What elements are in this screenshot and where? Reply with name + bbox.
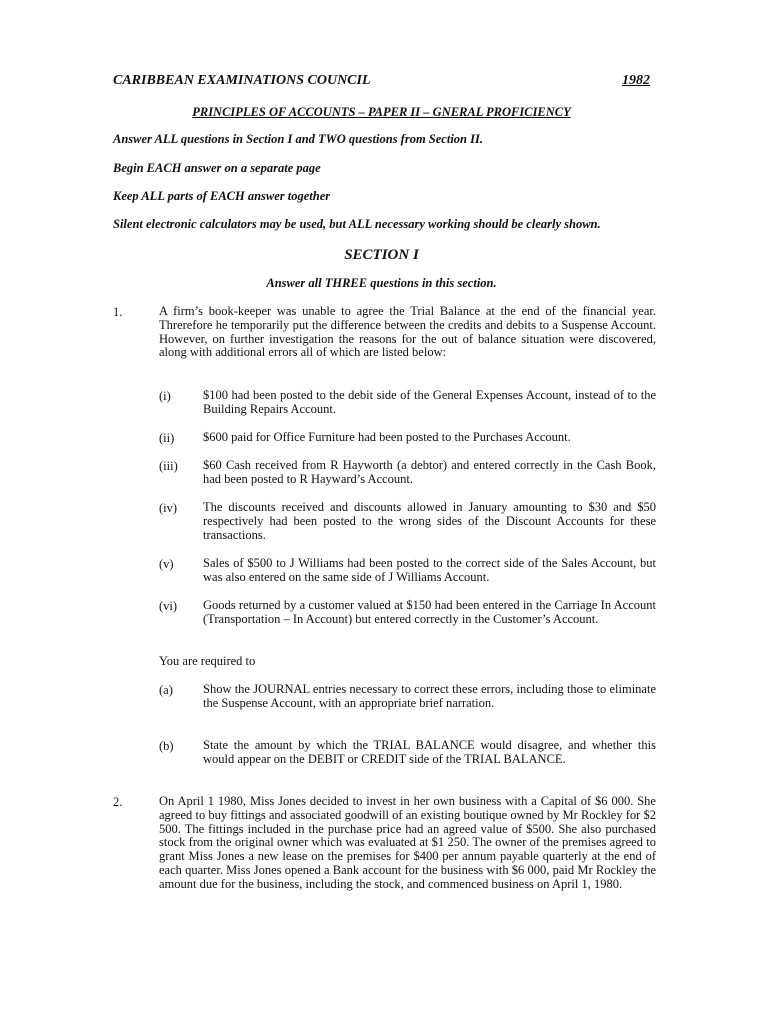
item-text: The discounts received and discounts allowed in January amounting to $30 and $50 respectively had been posted to the wrong sides of the Discount Accounts for these transactions. xyxy=(203,500,656,542)
instruction-2: Begin EACH answer on a separate page xyxy=(113,161,321,175)
item-text: Sales of $500 to J Williams had been posted to the correct side of the Sales Account, but was also entered on the same side of J Williams Account. xyxy=(203,556,656,584)
item-text: $600 paid for Office Furniture had been posted to the Purchases Account. xyxy=(203,430,571,444)
item-label: (vi) xyxy=(159,599,178,613)
section-heading: SECTION I xyxy=(344,247,419,263)
item-label: (iii) xyxy=(159,459,178,473)
item-label: (v) xyxy=(159,557,174,571)
question-1-number: 1. xyxy=(113,305,123,319)
exam-year: 1982 xyxy=(622,73,650,88)
question-2-text: On April 1 1980, Miss Jones decided to invest in her own business with a Capital of $6 000. She agreed to buy fittings and associated goodwill of an existing boutique owned by Mr Rockley for $2 500. The fittings included in the purchase price had an agreed value of $500. She also purchased stock from the original owner which was evaluated at $1 250. The owner of the premises agreed to grant Miss Jones a new lease on the premises for $400 per annum payable quarterly at the end of each quarter. Miss Jones opened a Bank account for the business with $6 000, paid Mr Rockley the amount due for the business, including the stock, and commenced business on April 1, 1980. xyxy=(159,794,656,891)
instruction-4: Silent electronic calculators may be used, but ALL necessary working should be clearly shown. xyxy=(113,217,601,231)
part-text: Show the JOURNAL entries necessary to correct these errors, including those to eliminate the Suspense Account, with an appropriate brief narration. xyxy=(203,682,656,710)
council-title: CARIBBEAN EXAMINATIONS COUNCIL xyxy=(113,73,371,88)
item-label: (i) xyxy=(159,389,171,403)
question-2-number: 2. xyxy=(113,795,123,809)
instruction-1: Answer ALL questions in Section I and TWO questions from Section II. xyxy=(113,132,483,146)
instruction-3: Keep ALL parts of EACH answer together xyxy=(113,189,331,203)
required-statement: You are required to xyxy=(159,654,256,668)
part-text: State the amount by which the TRIAL BALANCE would disagree, and whether this would appear on the DEBIT or CREDIT side of the TRIAL BALANCE. xyxy=(203,738,656,766)
paper-title: PRINCIPLES OF ACCOUNTS – PAPER II – GNERAL PROFICIENCY xyxy=(192,105,571,119)
page-header xyxy=(113,73,650,91)
item-label: (iv) xyxy=(159,501,178,515)
section-instruction: Answer all THREE questions in this section. xyxy=(266,276,497,290)
item-text: $100 had been posted to the debit side of the General Expenses Account, instead of to the Building Repairs Account. xyxy=(203,388,656,416)
item-text: Goods returned by a customer valued at $150 had been entered in the Carriage In Account (Transportation – In Account) but entered correctly in the Customer’s Account. xyxy=(203,598,656,626)
part-label: (a) xyxy=(159,683,173,697)
question-1-intro: A firm’s book-keeper was unable to agree the Trial Balance at the end of the financial year. Threrefore he temporarily put the difference between the credits and debits to a Suspense Account. However, on further investigation the reasons for the out of balance situation were discovered, along with additional errors all of which are listed below: xyxy=(159,304,656,360)
part-label: (b) xyxy=(159,739,174,753)
item-label: (ii) xyxy=(159,431,175,445)
item-text: $60 Cash received from R Hayworth (a debtor) and entered correctly in the Cash Book, had been posted to R Hayward’s Account. xyxy=(203,458,656,486)
